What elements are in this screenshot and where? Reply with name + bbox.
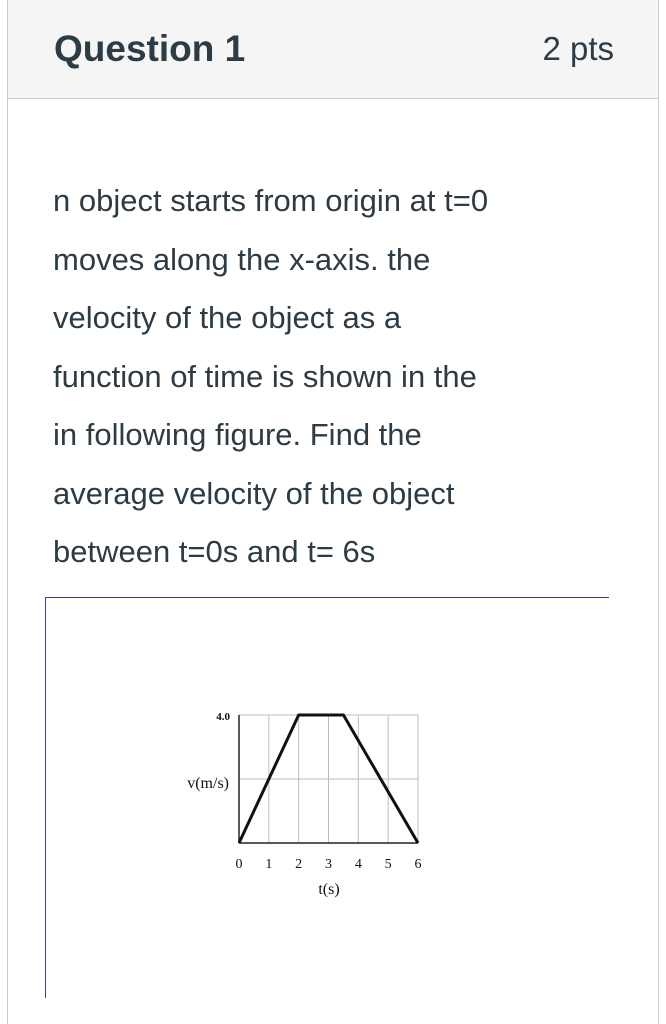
x-axis-label: t(s)	[318, 881, 340, 898]
x-tick-label: 2	[295, 857, 303, 872]
question-title: Question 1	[54, 28, 246, 69]
x-tick-label: 0	[235, 857, 243, 872]
x-tick-label: 1	[265, 857, 273, 872]
x-tick-labels	[236, 857, 422, 872]
y-axis-label: v(m/s)	[187, 775, 229, 792]
question-text: n object starts from origin at t=0 moves along the x-axis. the velocity of the object as a function of time is shown in the in following figure. Find the average velocity of the object between t=0s and t= 6s	[53, 183, 489, 569]
graph-grid	[239, 715, 418, 843]
question-points: 2 pts	[542, 30, 614, 67]
x-tick-label: 5	[384, 857, 392, 872]
y-tick-label: 4.0	[216, 711, 230, 723]
x-tick-label: 3	[325, 857, 332, 872]
velocity-time-graph	[46, 598, 609, 998]
question-header	[8, 0, 658, 99]
figure-box	[45, 597, 609, 998]
x-tick-label: 6	[414, 857, 422, 872]
x-tick-label: 4	[354, 857, 362, 872]
